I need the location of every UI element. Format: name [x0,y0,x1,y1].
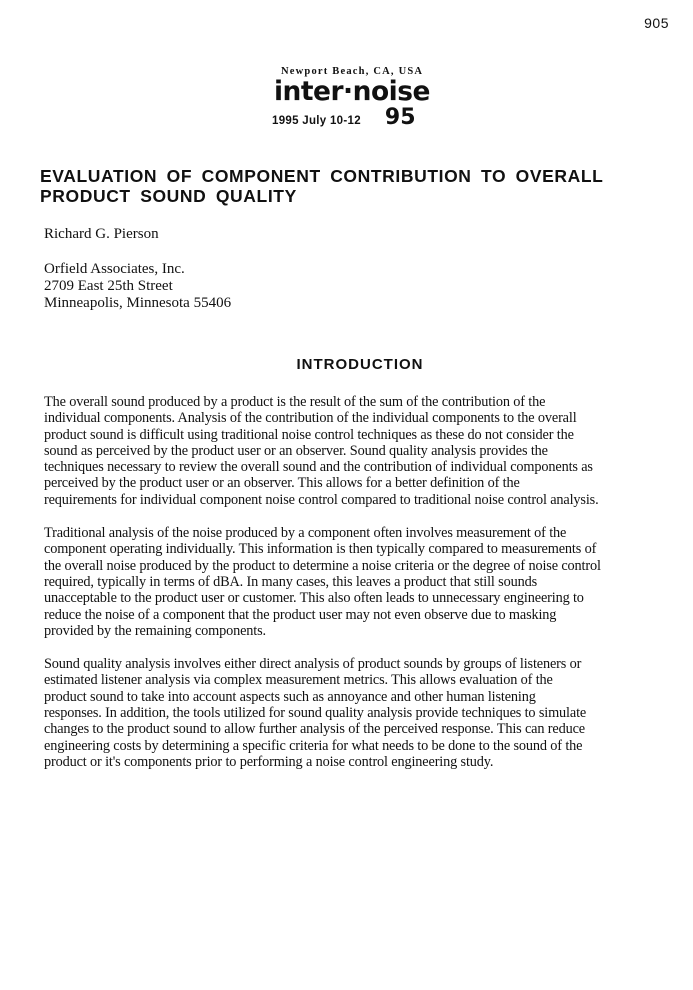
author-affiliation [44,261,231,312]
paragraph-line: reduce the noise of a component that the product user may not even observe due to masking [44,606,557,623]
author-name: Richard G. Pierson [44,226,159,242]
paragraph-line: perceived by the product user or an observer. This allows for a better definition of the [44,475,520,492]
paragraph-line: requirements for individual component noise control compared to traditional noise control analysis. [44,491,599,508]
paper-title-line-1: EVALUATION OF COMPONENT CONTRIBUTION TO OVERALL [40,166,604,186]
paragraph-line: changes to the product sound to allow further analysis of the perceived response. This can reduce [44,721,585,738]
paragraph-line: Traditional analysis of the noise produced by a component often involves measurement of the [44,525,567,542]
affiliation-organization: Orfield Associates, Inc. [44,261,185,277]
conference-date: 1995 July 10-12 [272,115,361,127]
paragraph-line: engineering costs by determining a specific criteria for what needs to be done to the sound of the [44,737,583,754]
paragraph-line: required, typically in terms of dBA. In many cases, this leaves a product that still sounds [44,573,537,590]
paragraph-line: techniques necessary to review the overall sound and the contribution of individual components as [44,459,593,476]
conference-logo: inter·noise [273,76,430,107]
conference-year: 95 [384,105,416,130]
conference-location: Newport Beach, CA, USA [281,66,424,77]
affiliation-street: 2709 East 25th Street [44,278,173,294]
affiliation-city: Minneapolis, Minnesota 55406 [44,295,232,311]
conference-date-row [272,107,447,129]
paragraph-line: The overall sound produced by a product is the result of the sum of the contribution of the [44,394,546,410]
paragraph-line: individual components. Analysis of the contribution of the individual components to the overall [44,410,577,427]
paragraph-line: unacceptable to the product user or customer. This also often leads to unnecessary engineering to [44,590,584,607]
paragraph-line: provided by the remaining components. [44,622,266,639]
page-number: 905 [644,15,669,31]
paragraph-line: product sound is difficult using traditional noise control techniques as these do not consider the [44,426,574,443]
paragraph-line: sound as perceived by the product user or an observer. Sound quality analysis provides the [44,442,548,459]
paper-title [40,166,670,206]
section-heading: INTRODUCTION [296,356,424,373]
body-text [44,394,684,787]
paper-title-line-2: PRODUCT SOUND QUALITY [40,186,297,206]
paragraph-line: component operating individually. This information is then typically compared to measurements of [44,541,597,558]
paragraph-1 [44,394,684,508]
conference-header [272,66,447,129]
paragraph-line: Sound quality analysis involves either direct analysis of product sounds by groups of listeners or [44,656,582,673]
paragraph-line: estimated listener analysis via complex measurement metrics. This allows evaluation of the [44,672,553,689]
paragraph-line: product sound to take into account aspects such as annoyance and other human listening [44,688,536,705]
paragraph-line: responses. In addition, the tools utilized for sound quality analysis provide techniques to simulate [44,705,587,722]
paragraph-line: product or it's components prior to performing a noise control engineering study. [44,753,494,770]
paragraph-3 [44,656,684,770]
paragraph-2 [44,525,684,639]
paragraph-line: the overall noise produced by the product to determine a noise criteria or the degree of noise control [44,557,601,574]
